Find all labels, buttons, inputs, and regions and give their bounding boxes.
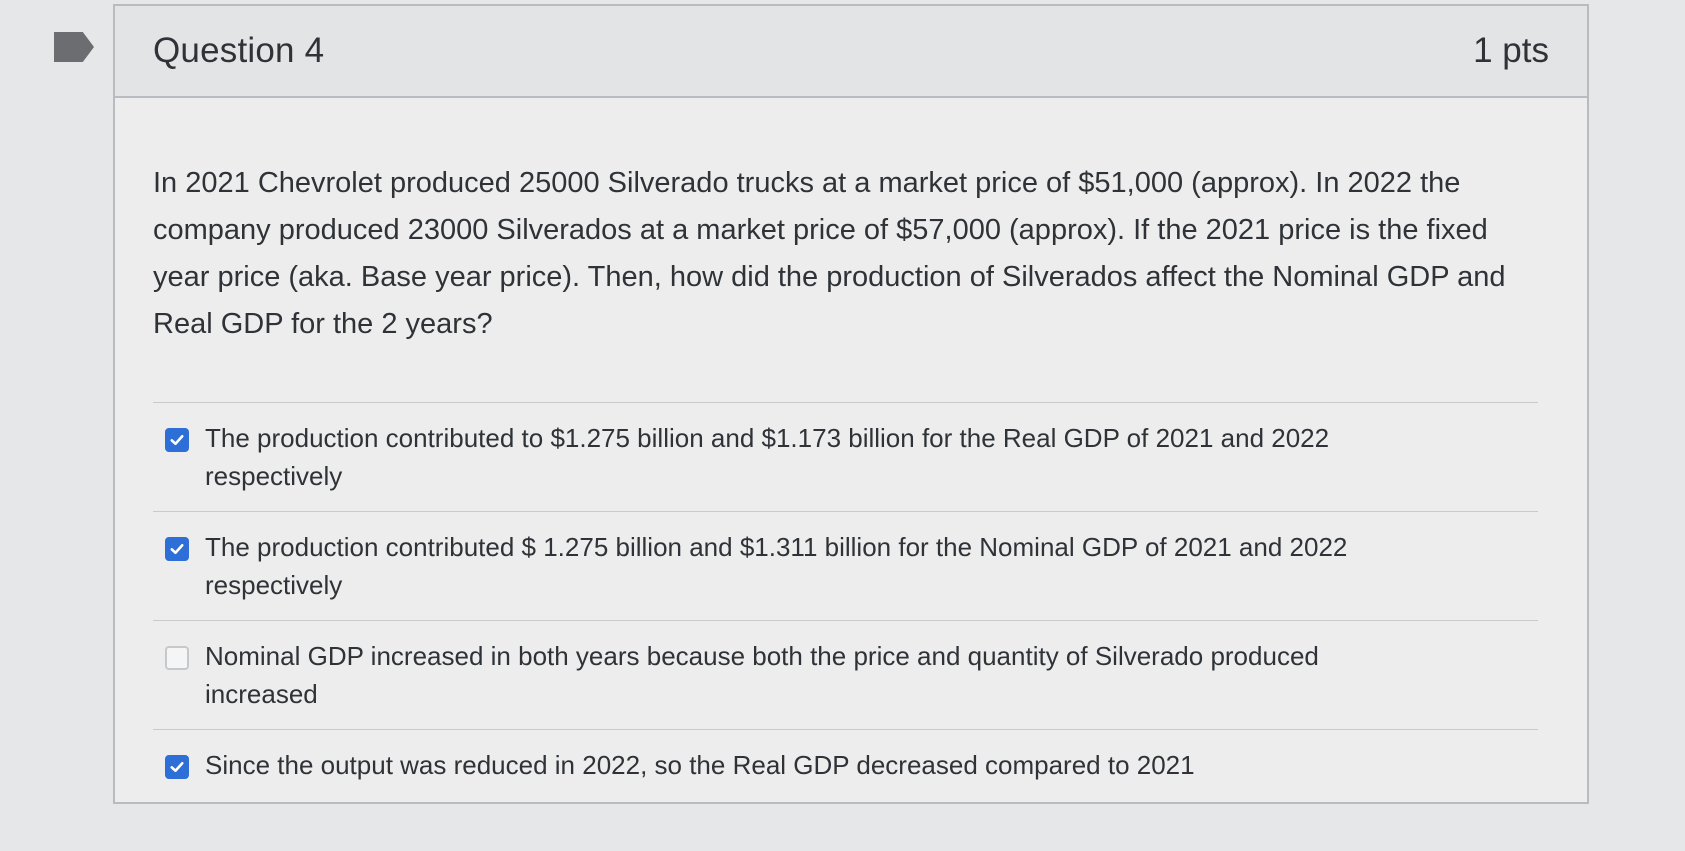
answer-checkbox-2[interactable] — [165, 537, 189, 561]
answer-option-4[interactable] — [153, 729, 1538, 804]
answer-label-4[interactable]: Since the output was reduced in 2022, so the Real GDP decreased compared to 2021 — [205, 750, 1195, 780]
question-flag-icon[interactable] — [54, 32, 94, 62]
answer-label-3[interactable]: Nominal GDP increased in both years because both the price and quantity of Silverado produced increased — [205, 641, 1319, 709]
answer-checkbox-4[interactable] — [165, 755, 189, 779]
answer-checkbox-3[interactable] — [165, 646, 189, 670]
answer-option-3[interactable] — [153, 620, 1538, 729]
answer-option-2[interactable] — [153, 511, 1538, 620]
answer-label-1[interactable]: The production contributed to $1.275 billion and $1.173 billion for the Real GDP of 2021 and 2022 respectively — [205, 423, 1330, 491]
check-icon — [168, 758, 186, 776]
check-icon — [168, 431, 186, 449]
answer-label-2[interactable]: The production contributed $ 1.275 billion and $1.311 billion for the Nominal GDP of 2021 and 2022 respectively — [205, 532, 1348, 600]
question-card — [113, 4, 1589, 804]
check-icon — [168, 540, 186, 558]
answer-checkbox-1[interactable] — [165, 428, 189, 452]
question-title: Question 4 — [153, 31, 325, 70]
question-header — [115, 6, 1587, 98]
answer-option-1[interactable] — [153, 402, 1538, 511]
question-points: 1 pts — [1473, 31, 1549, 70]
answer-list — [153, 402, 1547, 804]
question-body — [115, 98, 1587, 804]
question-text: In 2021 Chevrolet produced 25000 Silverado trucks at a market price of $51,000 (approx). In 2022 the company produced 23000 Silverados at a market price of $57,000 (approx). If the 2021 price is the fixed year price (aka. Base year price). Then, how did the production of Silverados affect the Nominal GDP and Real GDP for the 2 years? — [153, 167, 1506, 340]
